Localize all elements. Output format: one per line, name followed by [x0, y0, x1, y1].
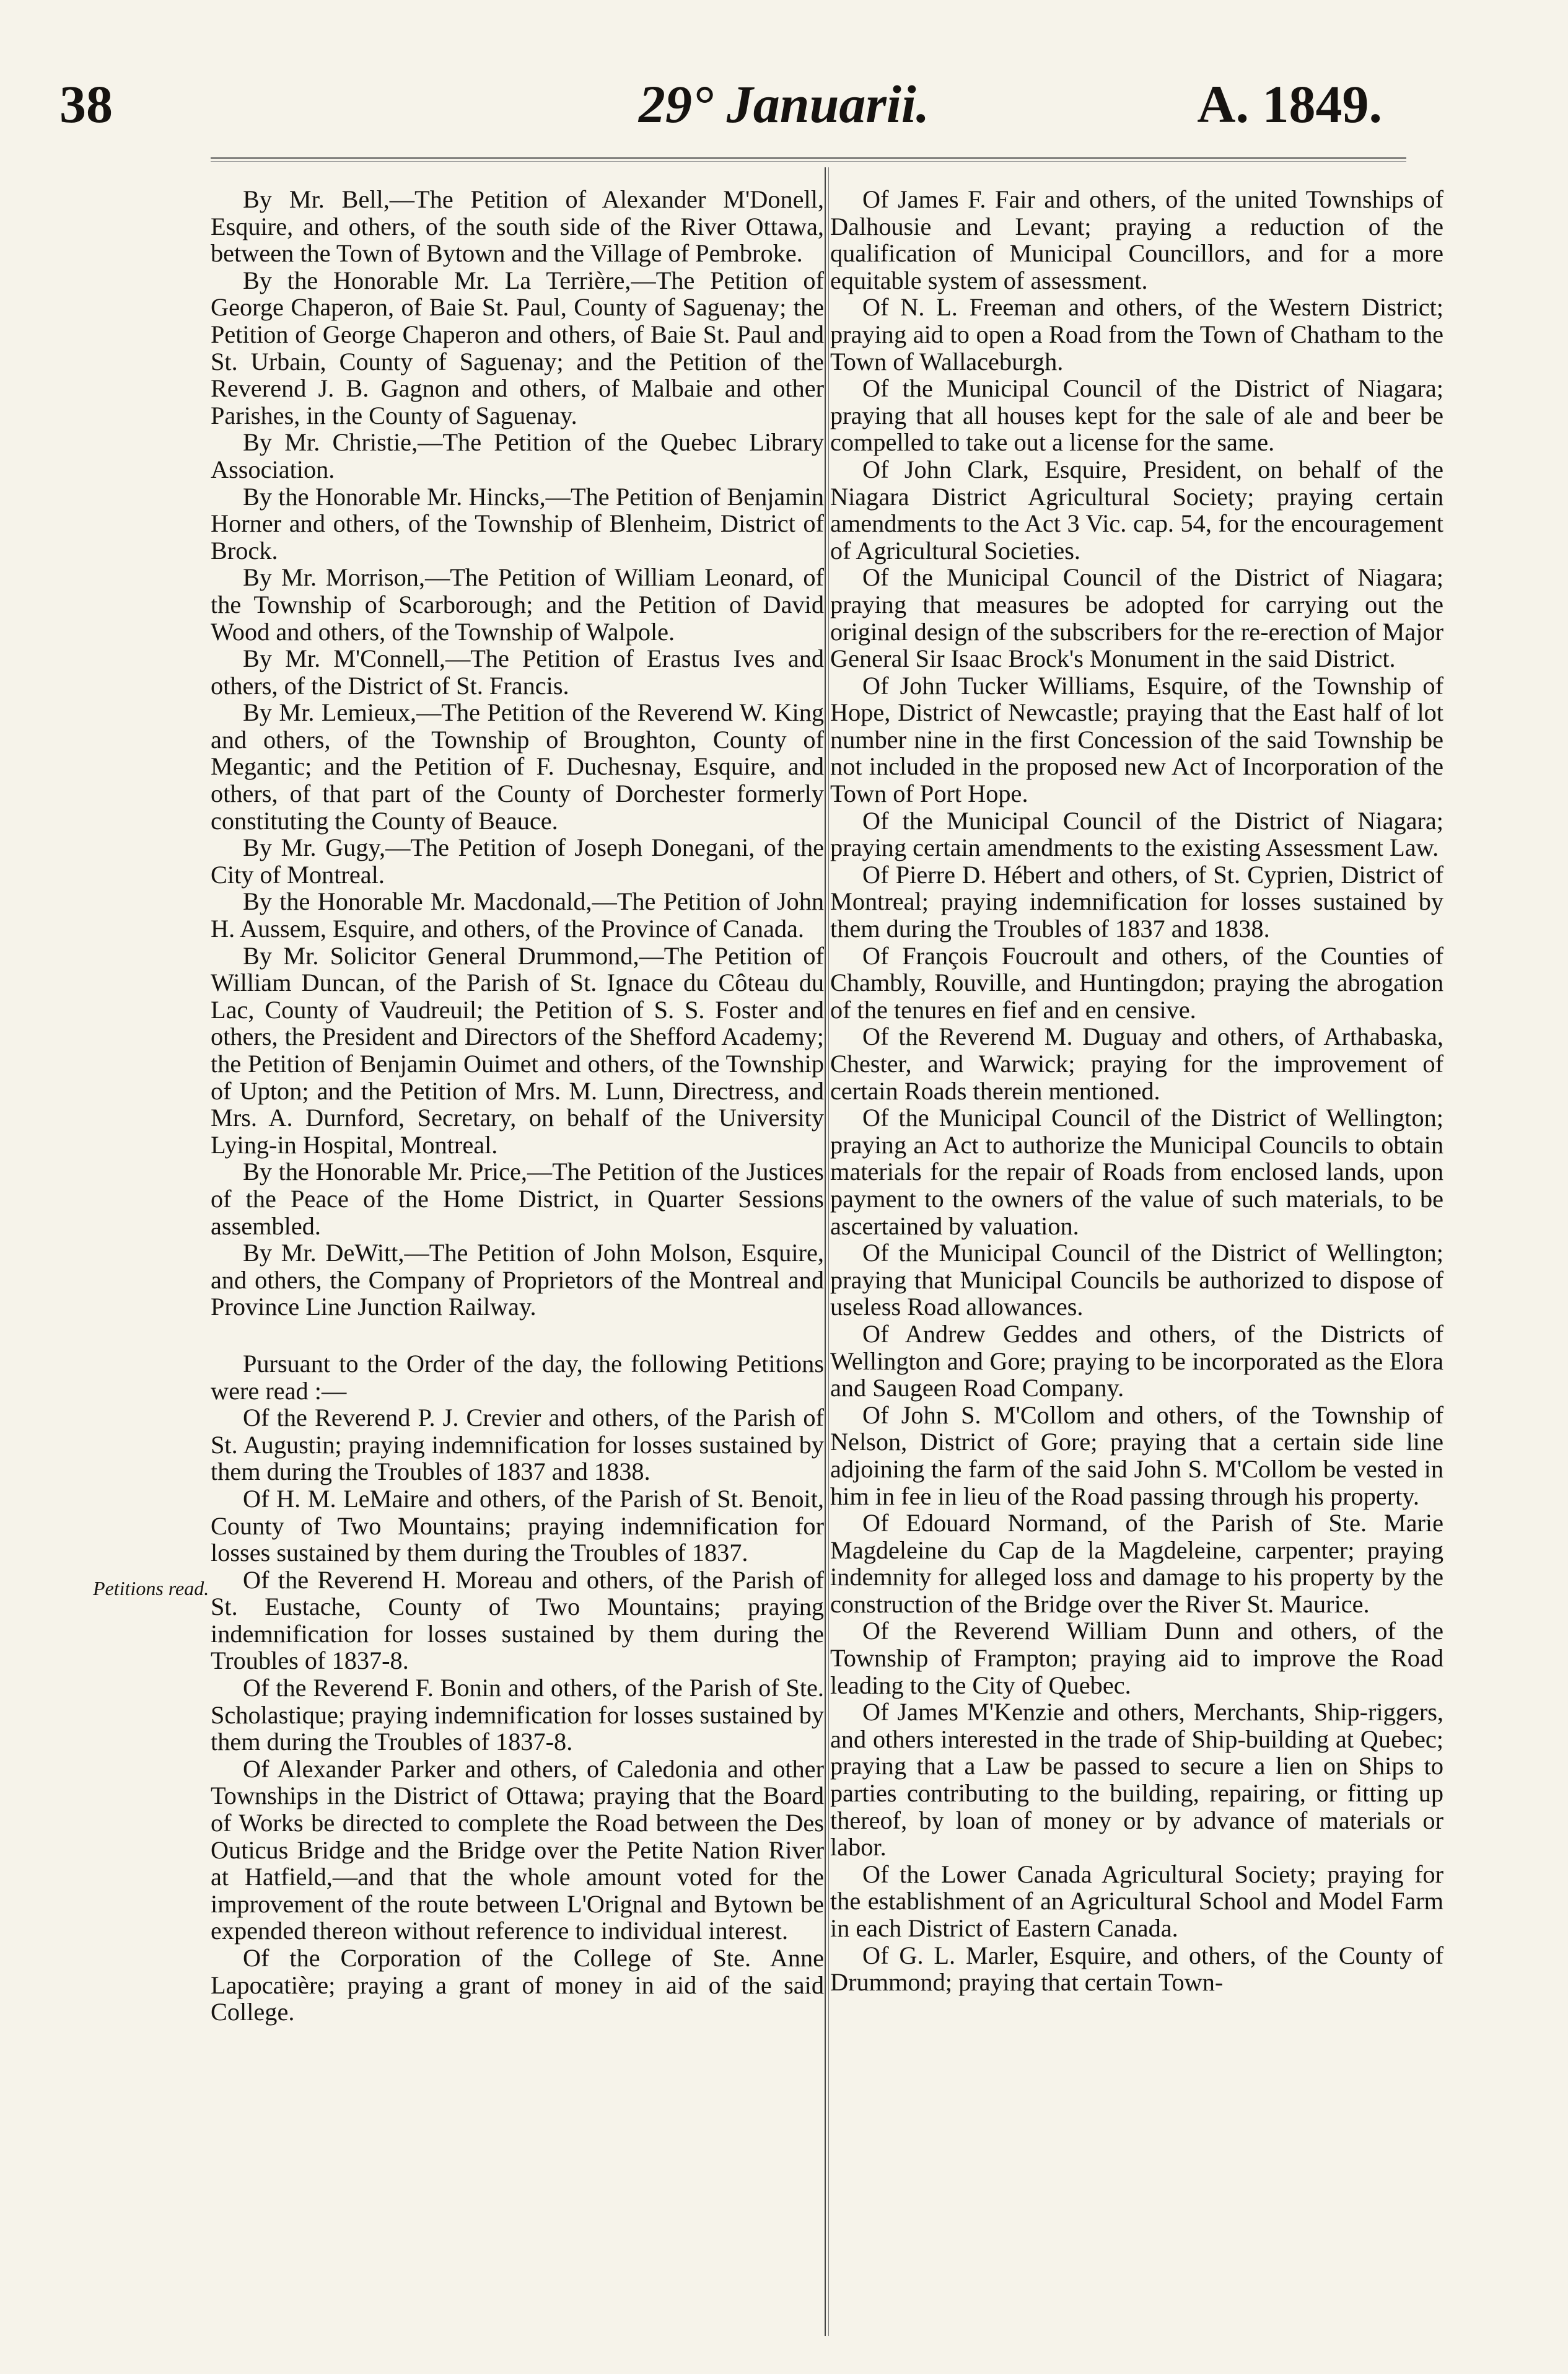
paragraph: Of James M'Kenzie and others, Merchants, Ship-riggers, and others interested in the trade of Ship-building at Quebec; praying that a Law be passed to secure a lien on Ships to parties contributing to the building, repairing, or fitting up thereof, by loan of money or by advance of materials or labor.	[830, 1698, 1443, 1862]
paragraph: Of the Reverend F. Bonin and others, of the Parish of Ste. Scholastique; praying indemnification for losses sustained by them during the Troubles of 1837-8.	[211, 1674, 824, 1756]
paragraph: By the Honorable Mr. La Terrière,—The Petition of George Chaperon, of Baie St. Paul, County of Saguenay; the Petition of George Chaperon and others, of Baie St. Paul and St. Urbain, County of Saguenay; and the Petition of the Reverend J. B. Gagnon and others, of Malbaie and other Parishes, in the County of Saguenay.	[211, 266, 824, 429]
paragraph: Of N. L. Freeman and others, of the Western District; praying aid to open a Road from the Town of Chatham to the Town of Wallaceburgh.	[830, 293, 1443, 376]
paragraph: By Mr. Christie,—The Petition of the Quebec Library Association.	[211, 428, 824, 483]
paragraph: Of the Reverend P. J. Crevier and others, of the Parish of St. Augustin; praying indemnification for losses sustained by them during the Troubles of 1837 and 1838.	[211, 1404, 824, 1486]
paragraph: Of John Clark, Esquire, President, on behalf of the Niagara District Agricultural Society; praying certain amendments to the Act 3 Vic. cap. 54, for the encouragement of Agricultural Societies.	[830, 455, 1443, 565]
paragraph: Of the Municipal Council of the District of Niagara; praying that measures be adopted for carrying out the original design of the subscribers for the re-erection of Major General Sir Isaac Brock's Monument in the said District.	[830, 563, 1443, 673]
paragraph: Of the Reverend William Dunn and others, of the Township of Frampton; praying aid to improve the Road leading to the City of Quebec.	[830, 1617, 1443, 1699]
paragraph: Of Edouard Normand, of the Parish of Ste. Marie Magdeleine du Cap de la Magdeleine, carpenter; praying indemnity for alleged loss and damage to his property by the construction of the Bridge over the River St. Maurice.	[830, 1509, 1443, 1618]
paragraph: Of Pierre D. Hébert and others, of St. Cyprien, District of Montreal; praying indemnification for losses sustained by them during the Troubles of 1837 and 1838.	[830, 860, 1443, 943]
paragraph: By the Honorable Mr. Macdonald,—The Petition of John H. Aussem, Esquire, and others, of the Province of Canada.	[211, 887, 824, 943]
page-date: 29° Januarii.	[638, 74, 930, 134]
paragraph: Of James F. Fair and others, of the united Townships of Dalhousie and Levant; praying a reduction of the qualification of Municipal Councillors, and for a more equitable system of assessment.	[830, 186, 1443, 294]
right-column	[830, 186, 1443, 2336]
page-header	[0, 73, 1568, 154]
paragraph: Of John S. M'Collom and others, of the Township of Nelson, District of Gore; praying that a certain side line adjoining the farm of the said John S. M'Collom be vested in him in fee in lieu of the Road passing through his property.	[830, 1400, 1443, 1510]
margin-note: Petitions read.	[93, 1577, 209, 1599]
column-divider	[825, 167, 826, 2336]
paragraph: By Mr. Bell,—The Petition of Alexander M'Donell, Esquire, and others, of the south side of the River Ottawa, between the Town of Bytown and the Village of Pembroke.	[211, 186, 824, 268]
paragraph: Of G. L. Marler, Esquire, and others, of the County of Drummond; praying that certain Town-	[830, 1941, 1443, 1997]
paragraph: By the Honorable Mr. Hincks,—The Petition of Benjamin Horner and others, of the Township of Blenheim, District of Brock.	[211, 482, 824, 565]
paragraph: By Mr. Morrison,—The Petition of William Leonard, of the Township of Scarborough; and the Petition of David Wood and others, of the Township of Walpole.	[211, 563, 824, 646]
header-rule	[211, 157, 1406, 162]
paragraph: Of the Municipal Council of the District of Wellington; praying that Municipal Councils be authorized to dispose of useless Road allowances.	[830, 1239, 1443, 1321]
paragraph: By Mr. M'Connell,—The Petition of Erastus Ives and others, of the District of St. Francis.	[211, 644, 824, 700]
paragraph: Of H. M. LeMaire and others, of the Parish of St. Benoit, County of Two Mountains; praying indemnification for losses sustained by them during the Troubles of 1837.	[211, 1484, 824, 1567]
page-number: 38	[59, 74, 113, 134]
paragraph: Pursuant to the Order of the day, the following Petitions were read :—	[211, 1349, 824, 1405]
paragraph: By Mr. Lemieux,—The Petition of the Reverend W. King and others, of the Township of Broughton, County of Megantic; and the Petition of F. Duchesnay, Esquire, and others, of that part of the County of Dorchester formerly constituting the County of Beauce.	[211, 698, 824, 835]
paragraph: Of the Corporation of the College of Ste. Anne Lapocatière; praying a grant of money in aid of the said College.	[211, 1944, 824, 2026]
paragraph: Of John Tucker Williams, Esquire, of the Township of Hope, District of Newcastle; praying that the East half of lot number nine in the first Concession of the said Township be not included in the proposed new Act of Incorporation of the Town of Port Hope.	[830, 671, 1443, 808]
paragraph: By Mr. Solicitor General Drummond,—The Petition of William Duncan, of the Parish of St. Ignace du Côteau du Lac, County of Vaudreuil; the Petition of S. S. Foster and others, the President and Directors of the Shefford Academy; the Petition of Benjamin Ouimet and others, of the Township of Upton; and the Petition of Mrs. M. Lunn, Directress, and Mrs. A. Durnford, Secretary, on behalf of the University Lying-in Hospital, Montreal.	[211, 941, 824, 1159]
paragraph: By Mr. DeWitt,—The Petition of John Molson, Esquire, and others, the Company of Proprietors of the Montreal and Province Line Junction Railway.	[211, 1239, 824, 1321]
paragraph: Of the Municipal Council of the District of Niagara; praying certain amendments to the existing Assessment Law.	[830, 806, 1443, 862]
paragraph: Of Andrew Geddes and others, of the Districts of Wellington and Gore; praying to be incorporated as the Elora and Saugeen Road Company.	[830, 1319, 1443, 1402]
paragraph: By Mr. Gugy,—The Petition of Joseph Donegani, of the City of Montreal.	[211, 833, 824, 889]
paragraph: Of François Foucroult and others, of the Counties of Chambly, Rouville, and Huntingdon; praying the abrogation of the tenures en fief and en censive.	[830, 941, 1443, 1024]
paragraph: Of Alexander Parker and others, of Caledonia and other Townships in the District of Ottawa; praying that the Board of Works be directed to complete the Road between the Des Outicus Bridge and the Bridge over the Petite Nation River at Hatfield,—and that the whole amount voted for the improvement of the route between L'Orignal and Bytown be expended thereon without reference to individual interest.	[211, 1754, 824, 1945]
paragraph: Of the Reverend M. Duguay and others, of Arthabaska, Chester, and Warwick; praying for the improvement of certain Roads therein mentioned.	[830, 1022, 1443, 1105]
paragraph: Of the Reverend H. Moreau and others, of the Parish of St. Eustache, County of Two Mountains; praying indemnification for losses sustained by them during the Troubles of 1837-8.	[211, 1565, 824, 1675]
paragraph: Of the Municipal Council of the District of Niagara; praying that all houses kept for the sale of ale and beer be compelled to take out a license for the same.	[830, 374, 1443, 457]
paragraph: By the Honorable Mr. Price,—The Petition of the Justices of the Peace of the Home District, in Quarter Sessions assembled.	[211, 1158, 824, 1240]
page-year: A. 1849.	[1197, 74, 1382, 134]
paragraph: Of the Municipal Council of the District of Wellington; praying an Act to authorize the Municipal Councils to obtain materials for the repair of Roads from enclosed lands, upon payment to the owners of the value of such materials, to be ascertained by valuation.	[830, 1104, 1443, 1240]
left-column	[211, 186, 824, 2336]
column-divider	[828, 167, 829, 2336]
paragraph: Of the Lower Canada Agricultural Society; praying for the establishment of an Agricultural School and Model Farm in each District of Eastern Canada.	[830, 1860, 1443, 1942]
